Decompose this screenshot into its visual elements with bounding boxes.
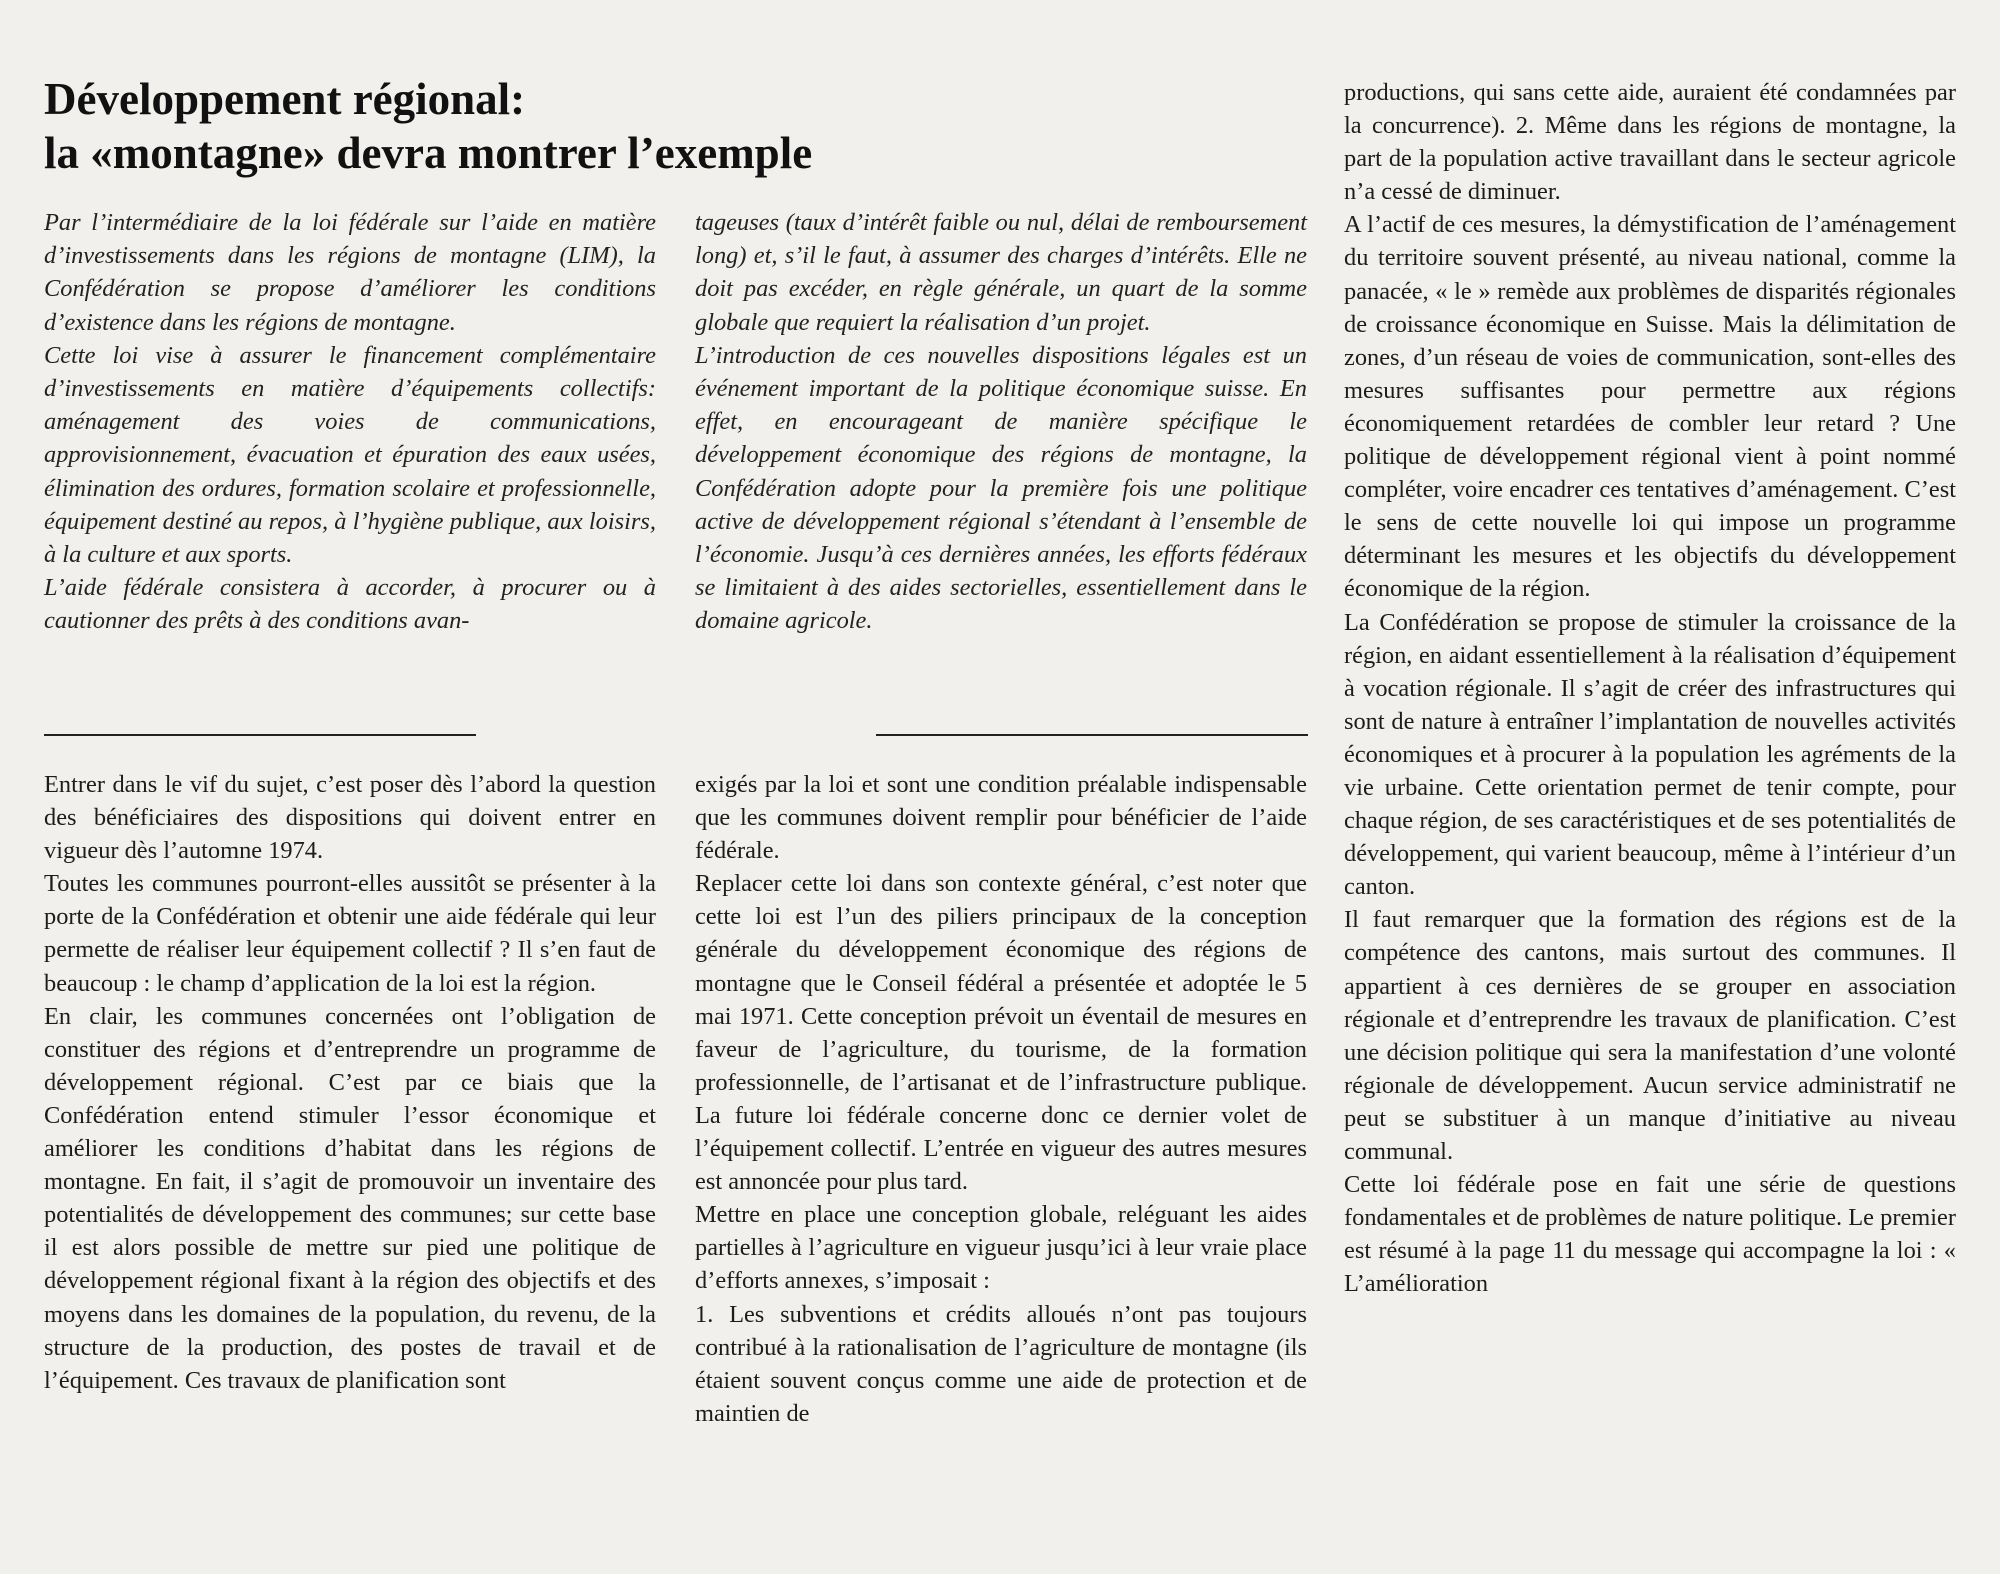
intro-paragraph: Cette loi vise à assurer le financement complémentaire d’investissements en matière d’équipements collectifs: aménagement des voies de communications, approvisionnement, évacuation et épuration des eaux usées, élimination des ordures, formation scolaire et professionnelle, équipement destiné au repos, à l’hygiène publique, aux loisirs, à la culture et aux sports. <box>44 341 656 569</box>
separator-rule-left <box>44 734 476 736</box>
body-paragraph: exigés par la loi et sont une condition préalable indispensable que les communes doivent remplir pour bénéficier de l’aide fédérale. <box>695 771 1307 865</box>
intro-paragraph: tageuses (taux d’intérêt faible ou nul, délai de remboursement long) et, s’il le faut, à assumer des charges d’intérêts. Elle ne doit pas excéder, en règle générale, un quart de la somme globale que requiert la réalisation d’un projet. <box>695 209 1307 336</box>
body-paragraph: Il faut remarquer que la formation des régions est de la compétence des cantons, mais surtout des communes. Il appartient à ces dernières de se grouper en association régionale et d’entreprendre les travaux de planification. C’est une décision politique qui sera la manifestation d’une volonté régionale de développement. Aucun service administratif ne peut se substituer à un manque d’initiative au niveau communal. <box>1344 906 1956 1165</box>
body-paragraph: Entrer dans le vif du sujet, c’est poser dès l’abord la question des bénéficiaires des dispositions qui doivent entrer en vigueur dès l’automne 1974. <box>44 771 656 865</box>
body-paragraph: A l’actif de ces mesures, la démystification de l’aménagement du territoire souvent présenté, au niveau national, comme la panacée, « le » remède aux problèmes de disparités régionales de croissance économique en Suisse. Mais la délimitation de zones, d’un réseau de voies de communication, sont-elles des mesures suffisantes pour permettre aux régions économiquement retardées de combler leur retard ? Une politique de développement régional vient à point nommé compléter, voire encadrer ces tentatives d’aménagement. C’est le sens de cette nouvelle loi qui impose un programme déterminant les mesures et les objectifs du développement économique de la région. <box>1344 211 1956 603</box>
intro-paragraph: L’introduction de ces nouvelles dispositions légales est un événement important de la politique économique suisse. En effet, en encourageant de manière spécifique le développement économique des régions de montagne, la Confédération adopte pour la première fois une politique active de développement régional s’étendant à l’ensemble de l’économie. Jusqu’à ces dernières années, les efforts fédéraux se limitaient à des aides sectorielles, essentiellement dans le domaine agricole. <box>695 341 1307 635</box>
body-paragraph: 1. Les subventions et crédits alloués n’ont pas toujours contribué à la rationalisation de l’agriculture de montagne (ils étaient souvent conçus comme une aide de protection et de maintien de <box>695 1300 1307 1427</box>
intro-column-1 <box>44 206 656 638</box>
body-paragraph: Replacer cette loi dans son contexte général, c’est noter que cette loi est l’un des piliers principaux de la conception générale du développement économique des régions de montagne que le Conseil fédéral a présentée et adoptée le 5 mai 1971. Cette conception prévoit un éventail de mesures en faveur de l’agriculture, du tourisme, de la formation professionnelle, de l’artisanat et de l’infrastructure publique. La future loi fédérale concerne donc ce dernier volet de l’équipement collectif. L’entrée en vigueur des autres mesures est annoncée pour plus tard. <box>695 870 1307 1196</box>
title-line-1: Développement régional: <box>44 74 526 124</box>
body-paragraph: productions, qui sans cette aide, auraient été condamnées par la concurrence). 2. Même dans les régions de montagne, la part de la population active travaillant dans le secteur agricole n’a cessé de diminuer. <box>1344 79 1956 206</box>
body-paragraph: Toutes les communes pourront-elles aussitôt se présenter à la porte de la Confédération et obtenir une aide fédérale qui leur permette de réaliser leur équipement collectif ? Il s’en faut de beaucoup : le champ d’application de la loi est la région. <box>44 870 656 997</box>
body-column-2 <box>695 768 1307 1430</box>
body-paragraph: La Confédération se propose de stimuler la croissance de la région, en aidant essentiellement à la réalisation d’équipement à vocation régionale. Il s’agit de créer des infrastructures qui sont de nature à entraîner l’implantation de nouvelles activités économiques et à procurer à la population les agréments de la vie urbaine. Cette orientation permet de tenir compte, pour chaque région, de ses caractéristiques et de ses potentialités de développement, qui varient beaucoup, même à l’intérieur d’un canton. <box>1344 608 1956 901</box>
body-paragraph: En clair, les communes concernées ont l’obligation de constituer des régions et d’entreprendre un programme de développement régional. C’est par ce biais que la Confédération entend stimuler l’essor économique et améliorer les conditions d’habitat dans les régions de montagne. En fait, il s’agit de promouvoir un inventaire des potentialités de développement des communes; sur cette base il est alors possible de mettre sur pied une politique de développement régional fixant à la région des objectifs et des moyens dans les domaines de la population, du revenu, de la structure de la production, des postes de travail et de l’équipement. Ces travaux de planification sont <box>44 1002 656 1394</box>
article-title <box>44 72 984 180</box>
body-paragraph: Mettre en place une conception globale, reléguant les aides partielles à l’agriculture en vigueur jusqu’ici à leur vraie place d’efforts annexes, s’imposait : <box>695 1201 1307 1295</box>
intro-paragraph: Par l’intermédiaire de la loi fédérale sur l’aide en matière d’investissements dans les régions de montagne (LIM), la Confédération se propose d’améliorer les conditions d’existence dans les régions de montagne. <box>44 209 656 336</box>
intro-paragraph: L’aide fédérale consistera à accorder, à procurer ou à cautionner des prêts à des conditions avan- <box>44 574 656 635</box>
separator-rule-right <box>876 734 1308 736</box>
intro-column-2 <box>695 206 1307 638</box>
body-column-1 <box>44 768 656 1397</box>
title-line-2: la «montagne» devra montrer l’exemple <box>44 128 813 178</box>
body-column-3 <box>1344 76 1956 1300</box>
body-paragraph: Cette loi fédérale pose en fait une série de questions fondamentales et de problèmes de nature politique. Le premier est résumé à la page 11 du message qui accompagne la loi : « L’amélioration <box>1344 1171 1956 1298</box>
